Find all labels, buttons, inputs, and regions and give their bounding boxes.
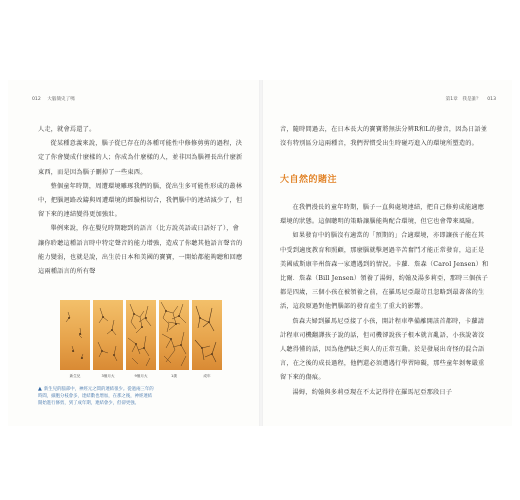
left-page	[8, 80, 258, 426]
panel-label: 成年	[203, 374, 211, 378]
running-head-title-left: 大腦簡史了嗎	[47, 97, 75, 102]
right-body-text	[280, 201, 490, 400]
left-body-text	[38, 123, 243, 279]
neuron-development-figure	[38, 298, 228, 394]
paragraph: 湯姆，約翰與多莉亞現在不太記得待在羅馬尼亞那段日子	[292, 388, 453, 396]
caption-triangle-icon: ▲	[38, 386, 42, 392]
panel-adult	[192, 300, 222, 370]
panel-labels	[38, 374, 228, 382]
running-head-right	[446, 96, 496, 102]
book-spread	[8, 80, 512, 426]
right-page	[264, 80, 512, 426]
panel-label: 1歲	[171, 374, 177, 378]
page-number-left: 012	[32, 97, 41, 102]
running-head-left	[32, 96, 75, 102]
paragraph: 音，隨時間過去，在日本長大的寶寶將無法分辨R和L的發音，因為日語並沒有特別區分這兩種音，我們習慣受出生時碰巧進入的環境所塑造的。	[280, 126, 488, 148]
paragraph: 在我們漫長的童年時期，腦子一直與處境連結，把自己修剪成能適應環境的狀態。這個聰明的策略讓腦能夠配合環境，但它也會帶來風險。	[280, 204, 485, 226]
paragraph: 詹森夫婦到羅馬尼亞接了小孩，開計程車準備離開該首都時，卡蘿請計程車司機翻譯孩子說的話，但司機卻說孩子根本就言亂語，小孩說著沒人聽得懂的話，因為他們缺乏與人的正常互動。於是發展出奇怪的混合語言，在之後的成長過程，他們還必須遭遇行學習障礙，那些童年剝奪嚴重留下來的傷痕。	[280, 317, 485, 382]
panel-1-year	[159, 300, 189, 370]
paragraph: 舉例來說，你在嬰兒時期聽到的語言（比方說英語或日語好了），會讓你聆聽這種語言時中特定聲音的能力增強，造成了你聽其他語言聲音的能力變弱，也就是說，出生於日本和美國的寶寶，一開始都能夠聽和回應這兩種語言的所有聲	[38, 225, 243, 276]
paragraph: 如果發育中的腦沒有適當的「預期的」合適環境，亦即讓孩子能在其中受到適度教育和照顧，那麼腦就擊迴過辛苦奮鬥才能正常發育，這正是美國威斯康辛州詹森一家遭遇到的情況。卡蘿．詹森（Carol Jensen）和比爾．詹森（Bill Jensen）領養了湯姆，約翰及湯多莉亞，那時三個孩子都是四歲，三個小孩在被領養之前，在羅馬尼亞嚴苛且忽略到最著落的生活，這段原過對他們腦部的發育產生了重大的影響。	[280, 232, 489, 311]
page-number-right: 013	[487, 97, 496, 102]
panel-newborn	[60, 300, 90, 370]
paragraph: 從某種意義來說，腦子從已存在的各種可能性中修修剪剪的過程，決定了你會變成什麼樣的人；你成為什麼樣的人，並非因為腦裡長出什麼新東西，而是因為腦子刪掉了一些東西。	[38, 140, 243, 176]
neuron-panels-illustration	[38, 298, 228, 374]
panel-label: 9個月大	[134, 374, 148, 378]
panel-3-months	[93, 300, 123, 370]
paragraph: 整個童年時期，周遭環境雕琢我們的腦，從出生多可能性形成的叢林中，把腦迴路改鑄與周遭環境的經驗相切合，我們腦中的連結減少了，但留下來的連結變得更加強壯。	[38, 182, 243, 219]
panel-label: 新生兒	[69, 374, 81, 378]
figure-caption	[38, 386, 154, 407]
running-head-title-right: 第1章 我是誰？	[445, 97, 481, 102]
panel-label: 3個月大	[101, 374, 115, 378]
section-heading: 大自然的賭注	[280, 175, 338, 185]
figure-caption-text: 新生兒的腦部中，神經元之間的連結很少。從過兩三年的時間，細胞分枝會多，達結數也增加，在那之後，神經連結開始進行修剪，到了成年期，連結會少，但卻更強。	[38, 387, 154, 406]
paragraph: 人走，就會焉還了。	[38, 126, 96, 133]
book-gutter	[259, 80, 263, 426]
right-top-text	[280, 123, 490, 151]
panel-9-months	[126, 300, 156, 370]
